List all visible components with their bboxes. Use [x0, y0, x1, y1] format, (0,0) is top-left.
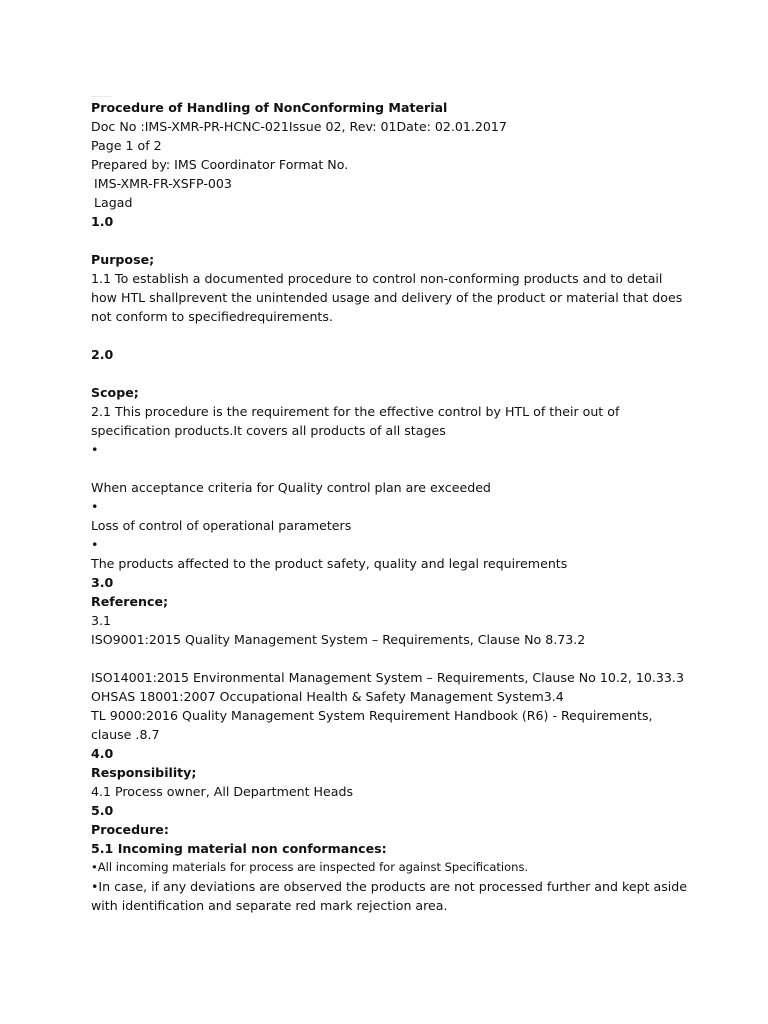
reference-1: ISO9001:2015 Quality Management System – Requirements, Clause No 8.73.2 [91, 632, 586, 647]
spacer [91, 649, 691, 668]
document-page [91, 98, 691, 915]
page-number: Page 1 of 2 [91, 138, 162, 153]
section-5-number: 5.0 [91, 803, 114, 818]
reference-2: ISO14001:2015 Environmental Management System – Requirements, Clause No 10.2, 10.33.3 [91, 670, 684, 685]
section-2-text: 2.1 This procedure is the requirement for the effective control by HTL of their out of specification products.It covers all products of all stages [91, 404, 620, 438]
top-rule [91, 96, 111, 97]
reference-4: TL 9000:2016 Quality Management System Requirement Handbook (R6) - Requirements, clause .8.7 [91, 708, 653, 742]
spacer [91, 231, 691, 250]
procedure-point-1: •All incoming materials for process are inspected for against Specifications. [91, 860, 529, 874]
format-number: IMS-XMR-FR-XSFP-003 [94, 176, 232, 191]
section-5-subheading: 5.1 Incoming material non conformances: [91, 841, 387, 856]
spacer [91, 364, 691, 383]
reference-3: OHSAS 18001:2007 Occupational Health & Safety Management System3.4 [91, 689, 564, 704]
section-3-number: 3.0 [91, 575, 114, 590]
section-4-heading: Responsibility; [91, 765, 197, 780]
author-name: Lagad [94, 195, 133, 210]
bullet-2: • [91, 499, 99, 514]
section-1-text: 1.1 To establish a documented procedure to control non-conforming products and to detail how HTL shallprevent the unintended usage and delivery of the product or material that does not conform to specifiedrequirements. [91, 271, 683, 324]
section-1-heading: Purpose; [91, 252, 155, 267]
spacer [91, 459, 691, 478]
section-4-number: 4.0 [91, 746, 114, 761]
section-2-heading: Scope; [91, 385, 139, 400]
section-2-number: 2.0 [91, 347, 114, 362]
scope-item-3: The products affected to the product safety, quality and legal requirements [91, 556, 568, 571]
section-3-sub: 3.1 [91, 613, 112, 628]
spacer [91, 326, 691, 345]
section-1-number: 1.0 [91, 214, 114, 229]
doc-number: Doc No :IMS-XMR-PR-HCNC-021Issue 02, Rev: 01Date: 02.01.2017 [91, 119, 507, 134]
bullet-3: • [91, 537, 99, 552]
section-4-text: 4.1 Process owner, All Department Heads [91, 784, 354, 799]
bullet-1: • [91, 442, 99, 457]
scope-item-1: When acceptance criteria for Quality control plan are exceeded [91, 480, 491, 495]
document-title: Procedure of Handling of NonConforming Material [91, 100, 448, 115]
procedure-point-2: •In case, if any deviations are observed the products are not processed further and kept aside with identification and separate red mark rejection area. [91, 879, 688, 913]
scope-item-2: Loss of control of operational parameters [91, 518, 352, 533]
prepared-by: Prepared by: IMS Coordinator Format No. [91, 157, 349, 172]
section-3-heading: Reference; [91, 594, 169, 609]
section-5-heading: Procedure: [91, 822, 169, 837]
